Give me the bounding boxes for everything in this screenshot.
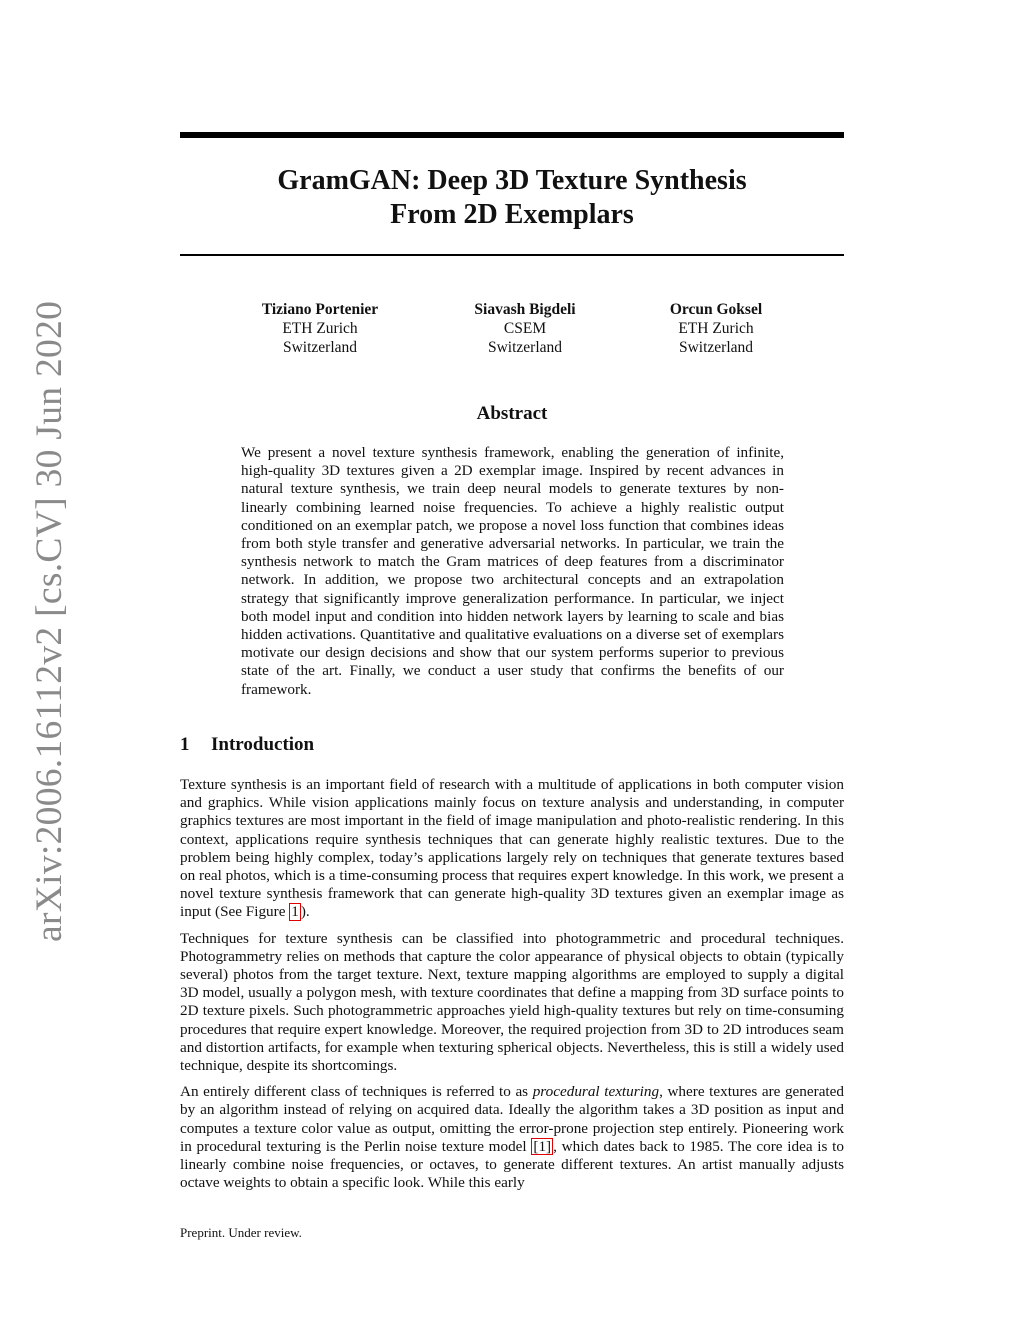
abstract-heading: Abstract xyxy=(476,403,548,424)
author-1 xyxy=(220,300,420,357)
author-affiliation: CSEM xyxy=(503,320,547,337)
emphasized-term: procedural texturing xyxy=(532,1083,660,1101)
title-bottom-rule xyxy=(180,254,844,256)
author-affiliation: ETH Zurich xyxy=(678,320,754,337)
figure-reference-link[interactable]: 1 xyxy=(291,903,299,921)
body-text xyxy=(180,776,844,1200)
author-name: Tiziano Portenier xyxy=(261,301,379,318)
author-country: Switzerland xyxy=(282,339,358,356)
paragraph-text: , which dates back to 1985. The core idea is to linearly combine noise frequencies, or octaves, to generate different textures. An artist manually adjusts octave weights to obtain a specific look. While this early xyxy=(180,1137,844,1192)
title-line-1: GramGAN: Deep 3D Texture Synthesis xyxy=(277,165,747,196)
title-top-rule xyxy=(180,132,844,138)
paragraph-1 xyxy=(180,776,844,922)
paragraph-3 xyxy=(180,1083,844,1192)
paragraph-2: Techniques for texture synthesis can be classified into photogrammetric and procedural techniques. Photogrammetry relies on methods that capture the color appearance of physical objects to obtain (typically several) photos from the target texture. Next, texture mapping algorithms are employed to supply a digital 3D model, usually a polygon mesh, with texture coordinates that define a mapping from 3D surface points to 2D texture pixels. Such photogrammetric approaches yield high-quality textures but rely on time-consuming procedures that require expert knowledge. Moreover, the required projection from 3D to 2D introduces seam and distortion artifacts, for example when texturing spherical objects. Nevertheless, this is still a widely used technique, despite its shortcomings. xyxy=(180,929,844,1075)
author-country: Switzerland xyxy=(487,339,563,356)
title-line-2: From 2D Exemplars xyxy=(390,199,634,230)
author-affiliation: ETH Zurich xyxy=(282,320,358,337)
author-country: Switzerland xyxy=(678,339,754,356)
section-heading xyxy=(180,734,314,756)
paper-title xyxy=(180,164,844,232)
citation-link[interactable]: [1] xyxy=(533,1137,552,1155)
footer-note: Preprint. Under review. xyxy=(180,1225,302,1240)
author-name: Siavash Bigdeli xyxy=(474,301,576,318)
paragraph-text: ). xyxy=(300,903,310,921)
arxiv-identifier: arXiv:2006.16112v2 [cs.CV] 30 Jun 2020 xyxy=(29,300,70,942)
paragraph-text: An entirely different class of techniques is referred to as xyxy=(180,1083,533,1101)
author-2 xyxy=(425,300,625,357)
author-name: Orcun Goksel xyxy=(669,301,763,318)
paragraph-text: , where textures are generated by an algorithm instead of relying on acquired data. Ideally the algorithm takes a 3D position as input and computes a texture color value as output, omitting the error-prone projection step entirely. Pioneering work in procedural texturing is the Perlin noise texture model xyxy=(180,1083,844,1155)
section-title: Introduction xyxy=(211,734,315,755)
section-number: 1 xyxy=(180,734,190,755)
author-3 xyxy=(616,300,816,357)
paragraph-text: Texture synthesis is an important field of research with a multitude of applications in both computer vision and graphics. While vision applications mainly focus on texture analysis and understanding, in computer graphics textures are most important in the field of image manipulation and photo-realistic rendering. In this context, applications require synthesis techniques that can generate highly realistic textures. Due to the problem being highly complex, today’s applications largely rely on techniques that generate textures based on real photos, which is a time-consuming process that requires expert knowledge. In this work, we present a novel texture synthesis framework that can generate high-quality 3D textures given an exemplar image as input (See Figure xyxy=(180,776,844,921)
abstract-text: We present a novel texture synthesis framework, enabling the generation of infinite, high-quality 3D textures given a 2D exemplar image. Inspired by recent advances in natural texture synthesis, we train deep neural models to generate textures by non-linearly combining learned noise frequencies. To achieve a highly realistic output conditioned on an exemplar patch, we propose a novel loss function that combines ideas from both style transfer and generative adversarial networks. In particular, we train the synthesis network to match the Gram matrices of deep features from a discriminator network. In addition, we propose two architectural concepts and an extrapolation strategy that significantly improve generalization performance. In particular, we inject both model input and condition into hidden network layers by learning to scale and bias hidden activations. Quantitative and qualitative evaluations on a diverse set of exemplars motivate our design decisions and show that our system performs superior to previous state of the art. Finally, we conduct a user study that confirms the benefits of our framework. xyxy=(241,444,784,698)
